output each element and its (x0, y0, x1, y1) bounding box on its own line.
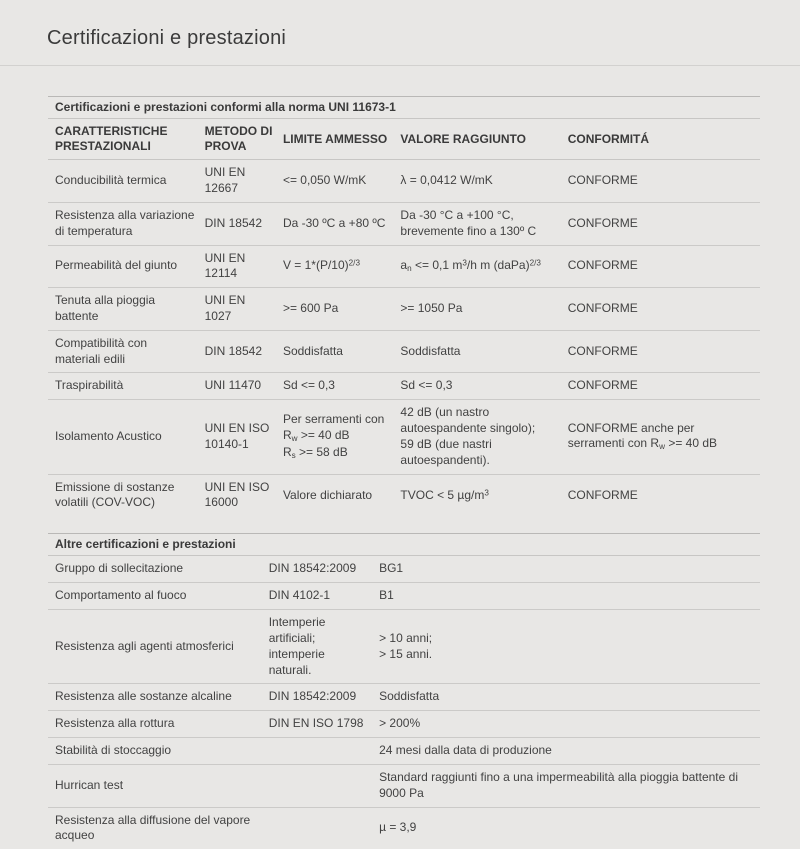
cell-limite: $V = 1*(P/10)^{2/3}$ (283, 245, 400, 288)
cell-metodo: DIN 4102-1 (269, 583, 379, 610)
cell-caratteristica: Comportamento al fuoco (48, 583, 269, 610)
cell-conformita: CONFORME (567, 487, 638, 502)
cell-conformita: CONFORME (568, 373, 760, 400)
cell-caratteristica: Hurrican test (48, 764, 269, 807)
cell-limite: Da -30 ºC a +80 ºC (283, 202, 400, 245)
cell-limite: Soddisfatta (283, 330, 400, 373)
cell-caratteristica: Traspirabilità (48, 373, 205, 400)
cell-conformita: CONFORME (568, 202, 760, 245)
uni-11673-table-block (48, 96, 760, 516)
table-row (48, 330, 760, 373)
table-row (48, 202, 760, 245)
table-row (48, 610, 760, 684)
cell-conformita: CONFORME (568, 288, 760, 331)
cell-valore: Sd <= 0,3 (400, 373, 567, 400)
cell-valore: Da -30 °C a +100 °C, brevemente fino a 130º C (400, 202, 567, 245)
cell-metodo: DIN EN ISO 1798 (269, 711, 379, 738)
cell-conformita: CONFORME anche per serramenti con $R_w >= 40$ dB (568, 400, 760, 474)
cell-metodo: UNI EN ISO 10140-1 (205, 400, 283, 474)
cell-limite: >= 600 Pa (283, 288, 400, 331)
cell-caratteristica: Gruppo di sollecitazione (48, 556, 269, 582)
table-row (48, 807, 760, 849)
cell-valore: TVOC < 5 $\mu g/m^3$ (400, 487, 489, 502)
cell-limite: Sd <= 0,3 (283, 373, 400, 400)
cell-caratteristica: Compatibilità con materiali edili (48, 330, 205, 373)
cell-conformita: CONFORME (568, 330, 760, 373)
uni-11673-table (48, 119, 760, 516)
cell-caratteristica: Emissione di sostanze volatili (COV-VOC) (55, 479, 175, 510)
table-row (48, 764, 760, 807)
column-header: VALORE RAGGIUNTO (400, 119, 567, 160)
cell-caratteristica: Resistenza agli agenti atmosferici (48, 610, 269, 684)
cell-valore: λ = 0,0412 W/mK (400, 160, 567, 203)
column-header-row (48, 119, 760, 160)
other-certifications-table-block (48, 533, 760, 849)
cell-caratteristica: Stabilità di stoccaggio (48, 738, 269, 765)
column-header: CARATTERISTICHE PRESTAZIONALI (48, 119, 205, 160)
cell-metodo: DIN 18542 (205, 202, 283, 245)
cell-metodo: UNI EN 12114 (205, 245, 283, 288)
cell-caratteristica: Resistenza alla variazione di temperatura (48, 202, 205, 245)
cell-valore: >= 1050 Pa (400, 288, 567, 331)
cell-metodo (269, 738, 379, 765)
cell-metodo: DIN 18542:2009 (269, 556, 379, 582)
other-certifications-table (48, 556, 760, 849)
cell-caratteristica: Isolamento Acustico (48, 400, 205, 474)
cell-valore: BG1 (379, 556, 760, 582)
page-title: Certificazioni e prestazioni (47, 27, 287, 49)
cell-metodo: UNI EN ISO 16000 (204, 479, 270, 510)
section-title: Certificazioni e prestazioni conformi alla norma UNI 11673-1 (48, 96, 760, 119)
cell-caratteristica: Permeabilità del giunto (48, 245, 205, 288)
cell-valore: Standard raggiunti fino a una impermeabilità alla pioggia battente di 9000 Pa (379, 764, 760, 807)
cell-caratteristica: Tenuta alla pioggia battente (48, 288, 205, 331)
cell-valore: 24 mesi dalla data di produzione (379, 738, 760, 765)
cell-valore: Soddisfatta (379, 684, 760, 711)
column-header: LIMITE AMMESSO (283, 119, 400, 160)
cell-valore: µ = 3,9 (379, 820, 417, 835)
cell-valore: B1 (379, 583, 760, 610)
cell-valore: 42 dB (un nastro autoespandente singolo); 59 dB (due nastri autoespandenti). (400, 400, 567, 474)
table-row (48, 684, 760, 711)
table-row (48, 160, 760, 203)
cell-limite: Per serramenti con $R_w >= 40$ dB $R_s >= 58$ dB (283, 400, 400, 474)
table-row (48, 474, 760, 516)
cell-metodo: UNI EN 1027 (205, 288, 283, 331)
cell-metodo: Intemperie artificiali; intemperie naturali. (269, 610, 379, 684)
table-row (48, 288, 760, 331)
cell-valore: > 10 anni; > 15 anni. (379, 610, 760, 684)
cell-limite: Valore dichiarato (282, 487, 373, 502)
table-row (48, 245, 760, 288)
title-divider (0, 65, 800, 66)
table-row (48, 556, 760, 582)
cell-limite: <= 0,050 W/mK (283, 160, 400, 203)
content-area (48, 96, 760, 849)
cell-metodo: DIN 18542:2009 (269, 684, 379, 711)
cell-metodo: UNI 11470 (205, 373, 283, 400)
cell-caratteristica: Resistenza alla diffusione del vapore acqueo (55, 812, 251, 843)
cell-valore: Soddisfatta (400, 330, 567, 373)
table-row (48, 711, 760, 738)
cell-caratteristica: Conducibilità termica (48, 160, 205, 203)
column-header: CONFORMITÁ (568, 119, 760, 160)
cell-metodo (269, 807, 379, 849)
cell-caratteristica: Resistenza alle sostanze alcaline (48, 684, 269, 711)
table-row (48, 400, 760, 474)
cell-valore: > 200% (379, 711, 760, 738)
section-title: Altre certificazioni e prestazioni (48, 533, 760, 556)
cell-metodo (269, 764, 379, 807)
cell-caratteristica: Resistenza alla rottura (48, 711, 269, 738)
cell-conformita: CONFORME (568, 245, 760, 288)
table-row (48, 738, 760, 765)
cell-metodo: DIN 18542 (205, 330, 283, 373)
cell-valore: $a_n <= 0,1$ $m^3/h$ m (daPa)$^{2/3}$ (400, 245, 567, 288)
table-row (48, 583, 760, 610)
column-header: METODO DI PROVA (205, 119, 283, 160)
cell-metodo: UNI EN 12667 (205, 160, 283, 203)
table-row (48, 373, 760, 400)
cell-conformita: CONFORME (568, 160, 760, 203)
